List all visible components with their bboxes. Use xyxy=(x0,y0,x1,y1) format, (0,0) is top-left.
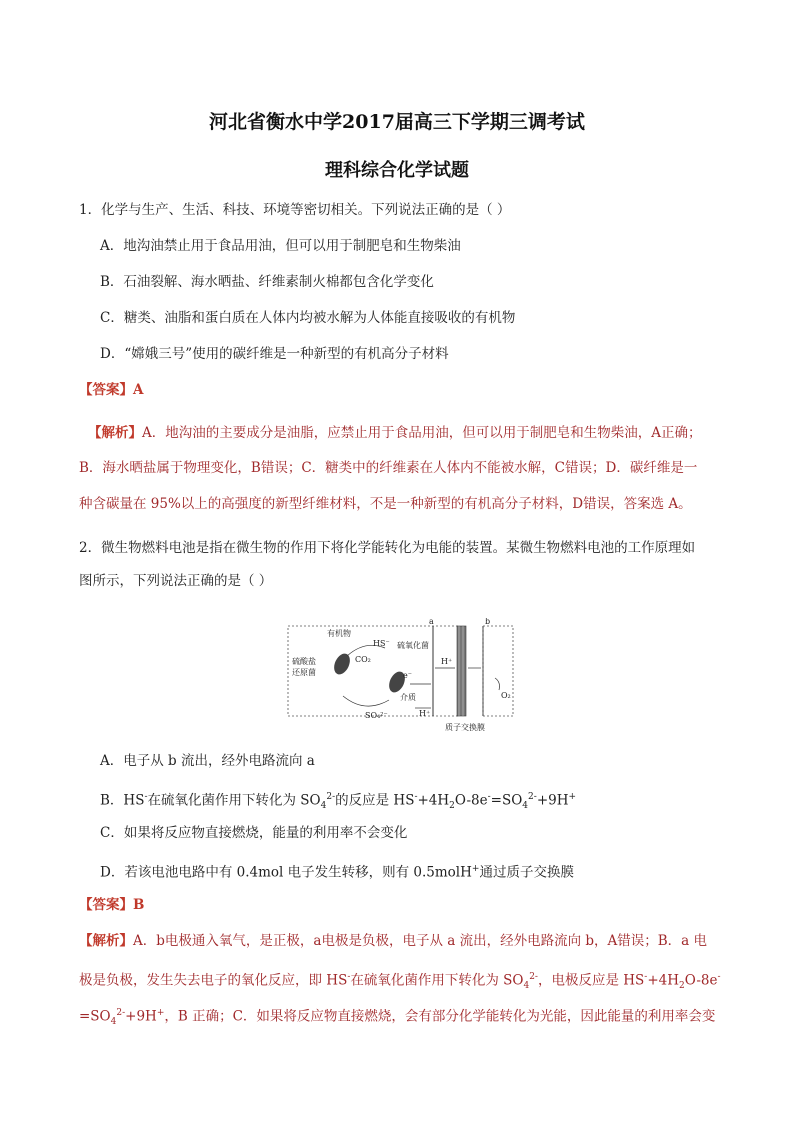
q2-analysis-line-3: $=SO_4^{2-}+9H^+$，B 正确；C．如果将反应物直接燃烧，会有部分化学能转化为光能，因此能量的利用率会变 xyxy=(79,1008,716,1028)
analysis-tag: 【解析】 xyxy=(79,933,133,949)
q2-option-c: C．如果将反应物直接燃烧，能量的利用率不会变化 xyxy=(100,825,408,841)
label-h-plus-1: H⁺ xyxy=(441,657,453,666)
page-subtitle: 理科综合化学试题 xyxy=(325,160,469,181)
label-electrode-b: b xyxy=(485,618,491,626)
q2-stem-line-1: 2．微生物燃料电池是指在微生物的作用下将化学能转化为电能的装置。某微生物燃料电池的工作原理如 xyxy=(79,540,696,556)
q1-option-b: B．石油裂解、海水晒盐、纤维素制火棉都包含化学变化 xyxy=(100,274,434,290)
answer-value: A xyxy=(133,382,144,398)
label-sulfate-bacteria-2: 还原菌 xyxy=(292,668,316,677)
analysis-tag: 【解析】 xyxy=(88,425,142,441)
sulfate-bacteria-cell xyxy=(331,651,353,677)
q2-analysis-line-2: 极是负极，发生失去电子的氧化反应，即 HS-在硫氧化菌作用下转化为 $SO_4^{2-}$，电极反应是 $HS^-+4H_2O-8e^-$ xyxy=(79,972,721,992)
q1-analysis-line-2: B．海水晒盐属于物理变化，B错误；C．糖类中的纤维素在人体内不能被水解，C错误；D．碳纤维是一 xyxy=(79,460,698,476)
q1-option-d: D．“嫦娥三号”使用的碳纤维是一种新型的有机高分子材料 xyxy=(100,346,449,362)
q1-analysis-line-3: 种含碳量在 95%以上的高强度的新型纤维材料，不是一种新型的有机高分子材料，D错误，答案选 A。 xyxy=(79,496,692,512)
label-sulfate-bacteria-1: 硫酸盐 xyxy=(292,657,316,666)
label-medium: 介质 xyxy=(400,693,416,702)
label-membrane: 质子交换膜 xyxy=(445,723,485,732)
label-co2: CO₂ xyxy=(355,655,371,664)
analysis-text: A．地沟油的主要成分是油脂，应禁止用于食品用油，但可以用于制肥皂和生物柴油，A正确； xyxy=(142,425,702,441)
label-organic: 有机物 xyxy=(327,629,351,638)
label-h-plus-2: H⁺ xyxy=(419,709,431,718)
answer-tag: 【答案】 xyxy=(79,382,133,398)
q1-answer xyxy=(79,381,143,399)
label-so4: SO₄²⁻ xyxy=(365,711,388,720)
cathode-chamber xyxy=(483,626,513,716)
q2-answer xyxy=(79,896,144,914)
q1-analysis-line-1 xyxy=(88,424,702,442)
q2-option-b: B．HS-在硫氧化菌作用下转化为 $SO_4^{2-}$的反应是 $HS^-+4H_2O-8e^-=SO_4^{2-}+9H^+$ xyxy=(100,792,577,812)
label-electrode-a: a xyxy=(429,618,434,626)
answer-tag: 【答案】 xyxy=(79,897,133,913)
q2-analysis-line-1: 【解析】A．b电极通入氧气，是正极，a电极是负极，电子从 a 流出，经外电路流向 b，A错误；B．a 电 xyxy=(79,933,708,949)
arrow-so4 xyxy=(343,696,389,706)
label-electron: e⁻ xyxy=(403,671,412,680)
q1-stem: 1．化学与生产、生活、科技、环境等密切相关。下列说法正确的是（ ） xyxy=(79,202,511,218)
label-hs: HS⁻ xyxy=(373,639,390,648)
answer-value: B xyxy=(133,897,145,913)
q1-option-a: A．地沟油禁止用于食品用油，但可以用于制肥皂和生物柴油 xyxy=(100,238,461,254)
page-title: 河北省衡水中学2017届高三下学期三调考试 xyxy=(209,111,585,133)
fuel-cell-diagram xyxy=(285,618,517,736)
label-sulfur-bacteria: 硫氧化菌 xyxy=(397,641,429,650)
q2-option-a: A．电子从 b 流出，经外电路流向 a xyxy=(100,753,315,769)
q2-option-d: D．若该电池电路中有 0.4mol 电子发生转移，则有 0.5molH+通过质子交换膜 xyxy=(100,864,574,881)
label-o2: O₂ xyxy=(501,691,511,700)
proton-exchange-membrane xyxy=(457,626,466,716)
q1-option-c: C．糖类、油脂和蛋白质在人体内均被水解为人体能直接吸收的有机物 xyxy=(100,310,516,326)
q2-stem-line-2: 图所示，下列说法正确的是（ ） xyxy=(79,573,273,589)
arrow-o2 xyxy=(495,678,500,690)
